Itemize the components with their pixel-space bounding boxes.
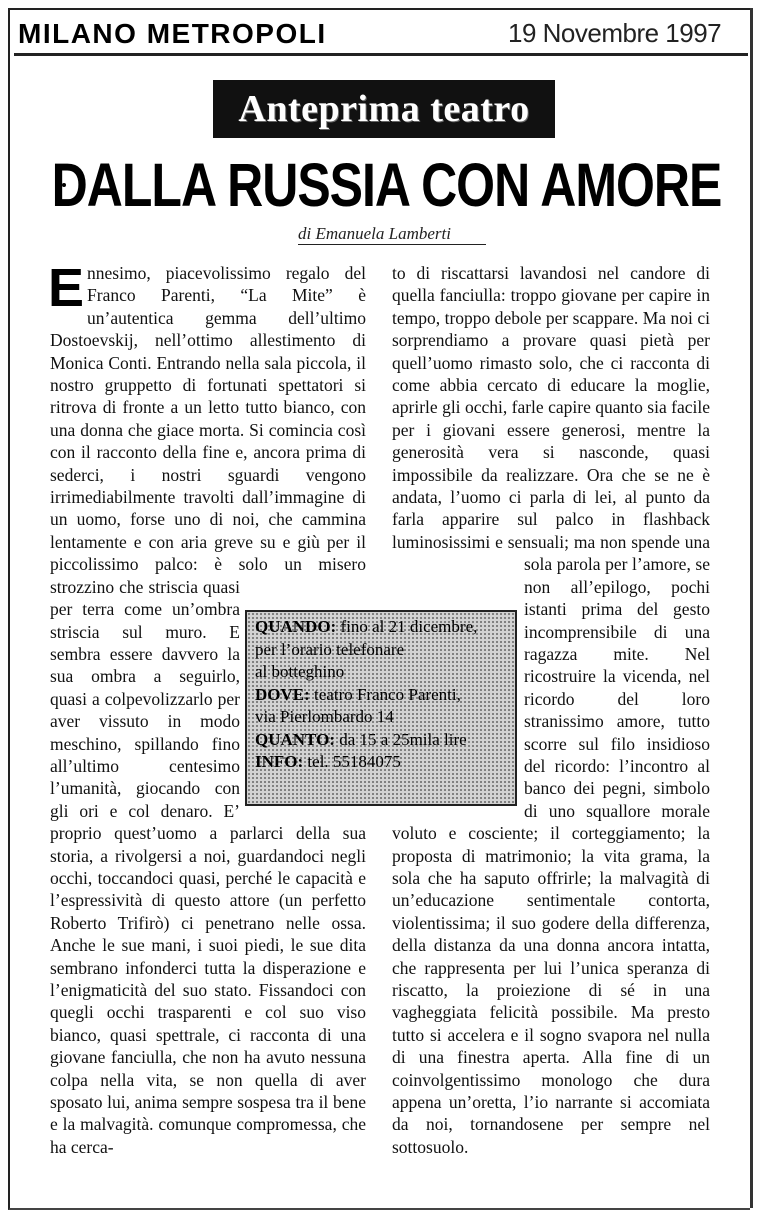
section-label: Anteprima teatro [238,88,530,130]
article-text-left: nnesimo, piacevolissimo regalo del Franco Parenti, “La Mite” è un’autentica gemma dell’ultimo Dostoevskij, nell’ottimo allestimento di Monica Conti. Entrando nella sala piccola, il nostro gruppetto di fortunati spettatori si ritrova di fronte a un letto tutto bianco, con una donna che giace morta. Si comincia così con il racconto della fine e, ancora prima di sederci, i nostri sguardi vengono irrimediabilmente travolti dall’immagine di un uomo, forse uno di noi, che cammina lentamente e con aria greve su e giù per il piccolissimo palco: è solo un misero strozzino che striscia quasi per terra come un’ombra striscia sul muro. E sembra essere davvero la sua ombra a seguirlo, quasi a colpevolizzarlo per aver vissuto in modo meschino, spillando fino all’ultimo centesimo l’umanità, giocando con gli ori e col denaro. E’ proprio quest’uomo a parlarci della sua storia, a rivolgersi a noi, guardandoci negli occhi, toccandoci quasi, perché le capacità e l’espressività di questo attore (un perfetto Roberto Trifirò) ci penetrano nelle ossa. Anche le sue mani, i suoi piedi, le sue dita sembrano infonderci tutta la disperazione e l’enigmaticità del suo stato. Fissandoci con quegli occhi trasparenti e col suo viso bianco, quasi spettrale, ci racconta di una giovane fanciulla, che non ha avuto nessuna colpa nella vita, se non quella di aver sposato lui, anima sempre sospesa tra il bene e la malvagità. comunque compromessa, che ha cerca- [50,263,366,1157]
info-box [245,610,517,806]
byline-underline [298,244,486,245]
drop-cap: E [48,258,85,318]
headline: DALLA RUSSIA CON AMORE [51,151,722,220]
info-when: QUANDO: fino al 21 dicembre, [255,617,478,636]
masthead-rule [14,53,748,56]
masthead: MILANO METROPOLI [18,18,327,49]
info-where-line2: via Pierlombardo 14 [255,707,394,726]
section-banner [213,80,555,138]
info-where: DOVE: teatro Franco Parenti, [255,684,461,704]
info-when-line2: per l’orario telefonare [255,639,405,659]
article-text-right: to di riscattarsi lavandosi nel candore di quella fanciulla: troppo giovane per capire in tempo, troppo debole per scappare. Ma noi ci sorprendiamo a provare quasi pietà per quell’uomo rimasto solo, che ci racconta di come abbia cercato di educare la moglie, aprirle gli occhi, farle capire quanto sia facile per i giovani essere generosi, mentre la generosità vera si nasconde, quasi impossibile da realizzare. Ora che se ne è andata, l’uomo ci parla di lei, al punto da farla apparire sul palco in flashback luminosissimi e sensuali; ma non spende una sola parola per l’amore, se non all’epilogo, pochi istanti prima del gesto incomprensibile di una ragazza mite. Nel ricostruire la vicenda, nel ricordo del loro stranissimo amore, tutto scorre sul filo insidioso del ricordo: l’incontro al banco dei pegni, simbolo di uno squallore morale voluto e cosciente; il corteggiamento; la proposta di matrimonio; la vita grama, la sola che ha saputo offrirle; la malvagità di un’educazione sentimentale contorta, violentissima; il suo godere della differenza, della distanza da una donna ancora intatta, che rappresenta per lui l’unica speranza di riscatto, la proiezione di sé in una vagheggiata felicità possibile. Ma presto tutto si accelera e il sogno svapora nel nulla di una finestra aperta. Alla fine di un coinvolgentissimo monologo che dura appena un’oretta, l’io narrante si accomiata da noi, tornandosene per sempre nel sottosuolo. [392,263,710,1157]
publication-date: 19 Novembre 1997 [508,18,722,48]
info-contact: INFO: tel. 55184075 [255,752,401,771]
byline: di Emanuela Lamberti [298,224,451,243]
info-price: QUANTO: da 15 a 25mila lire [255,729,467,749]
info-when-line3: al botteghino [255,662,345,681]
